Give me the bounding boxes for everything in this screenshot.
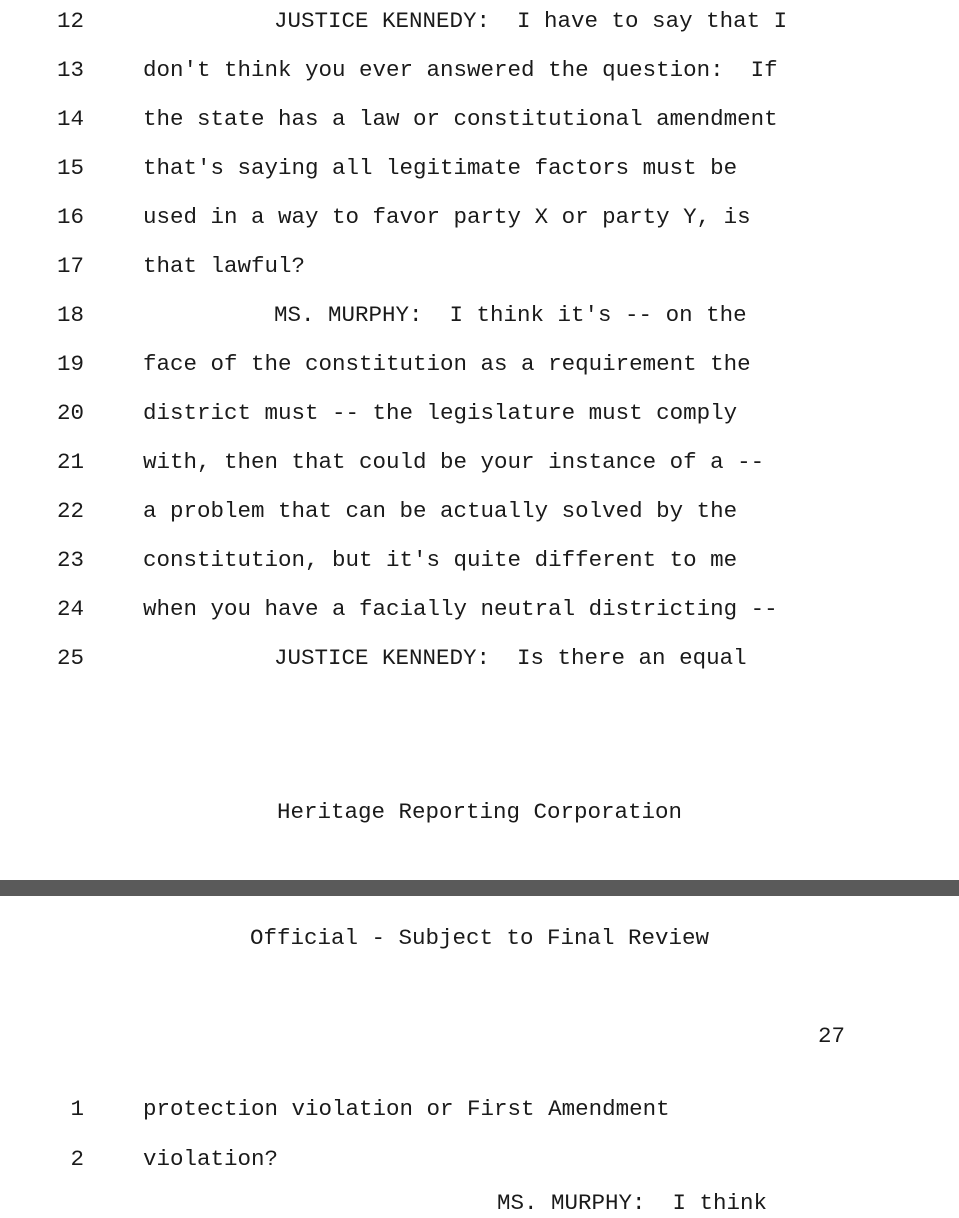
line-number: 23 bbox=[56, 547, 84, 573]
line-number: 12 bbox=[56, 8, 84, 34]
line-number: 14 bbox=[56, 106, 84, 132]
line-number: 19 bbox=[56, 351, 84, 377]
line-text: face of the constitution as a requirement the bbox=[143, 351, 751, 377]
line-number: 13 bbox=[56, 57, 84, 83]
speaker-line-text: JUSTICE KENNEDY: Is there an equal bbox=[274, 645, 747, 671]
line-number: 1 bbox=[70, 1096, 84, 1122]
line-text: violation? bbox=[143, 1146, 279, 1172]
transcript-line bbox=[0, 447, 959, 477]
line-text: don't think you ever answered the question: If bbox=[143, 57, 778, 83]
transcript-line bbox=[0, 251, 959, 281]
line-text: a problem that can be actually solved by the bbox=[143, 498, 738, 524]
transcript-line bbox=[0, 6, 959, 36]
page-number: 27 bbox=[817, 1023, 845, 1049]
transcript-line bbox=[0, 55, 959, 85]
line-number: 25 bbox=[56, 645, 84, 671]
line-number: 20 bbox=[56, 400, 84, 426]
transcript-line bbox=[0, 1094, 959, 1124]
transcript-line bbox=[0, 545, 959, 575]
transcript-line bbox=[0, 153, 959, 183]
transcript-line bbox=[0, 594, 959, 624]
transcript-line bbox=[0, 643, 959, 673]
transcript-line bbox=[0, 1144, 959, 1174]
line-number: 18 bbox=[56, 302, 84, 328]
transcript-line bbox=[0, 496, 959, 526]
page-footer-reporter: Heritage Reporting Corporation bbox=[276, 799, 683, 825]
line-number: 17 bbox=[56, 253, 84, 279]
line-number: 2 bbox=[70, 1146, 84, 1172]
transcript-line bbox=[0, 300, 959, 330]
page-header-official: Official - Subject to Final Review bbox=[249, 925, 710, 951]
page-divider bbox=[0, 880, 959, 896]
line-text: the state has a law or constitutional amendment bbox=[143, 106, 778, 132]
partially-visible-line: MS. MURPHY: I think bbox=[497, 1190, 768, 1216]
line-number: 21 bbox=[56, 449, 84, 475]
transcript-line bbox=[0, 349, 959, 379]
transcript-line bbox=[0, 202, 959, 232]
line-text: used in a way to favor party X or party Y, is bbox=[143, 204, 751, 230]
line-text: that's saying all legitimate factors must be bbox=[143, 155, 738, 181]
line-text: when you have a facially neutral districting -- bbox=[143, 596, 778, 622]
speaker-line-text: MS. MURPHY: I think it's -- on the bbox=[274, 302, 747, 328]
line-number: 15 bbox=[56, 155, 84, 181]
transcript-line bbox=[0, 398, 959, 428]
line-text: that lawful? bbox=[143, 253, 306, 279]
line-number: 16 bbox=[56, 204, 84, 230]
transcript-line bbox=[0, 104, 959, 134]
line-number: 22 bbox=[56, 498, 84, 524]
line-text: district must -- the legislature must comply bbox=[143, 400, 738, 426]
speaker-line-text: JUSTICE KENNEDY: I have to say that I bbox=[274, 8, 788, 34]
line-text: protection violation or First Amendment bbox=[143, 1096, 670, 1122]
line-text: constitution, but it's quite different to me bbox=[143, 547, 738, 573]
line-text: with, then that could be your instance of a -- bbox=[143, 449, 765, 475]
line-number: 24 bbox=[56, 596, 84, 622]
